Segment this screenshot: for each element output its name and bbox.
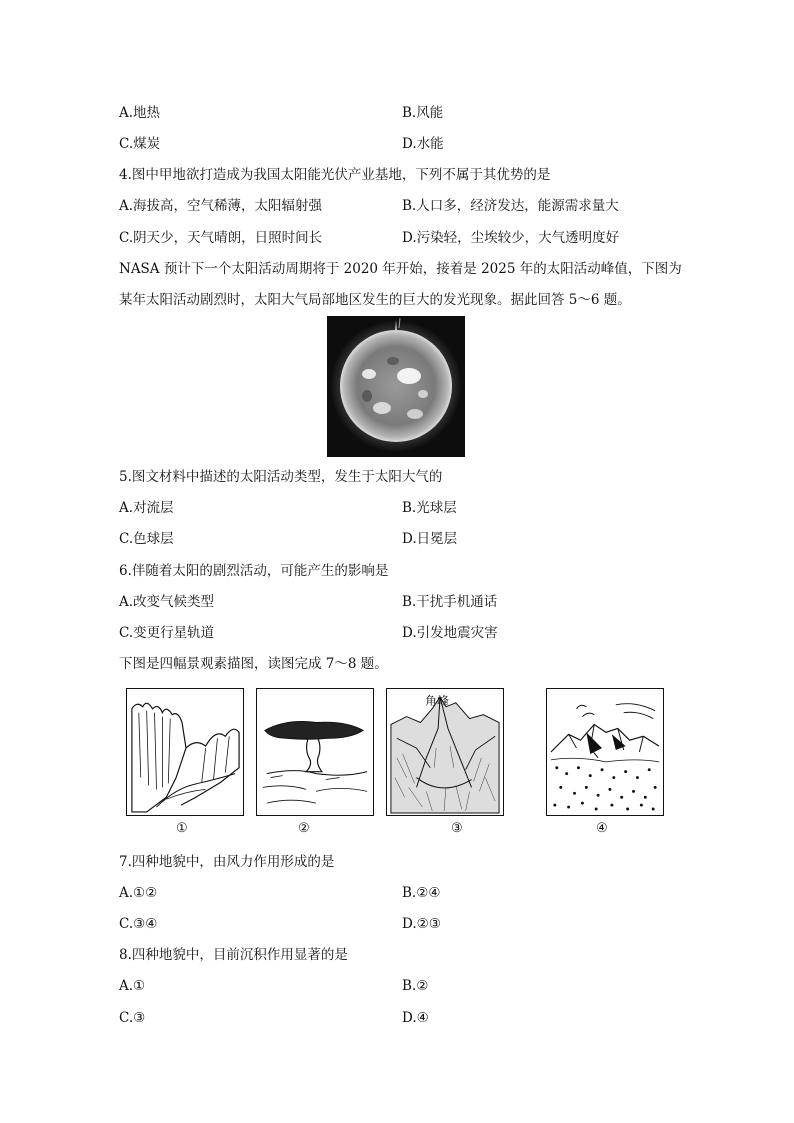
- figure-number-4: ④: [596, 821, 608, 836]
- q6-option-a: A.改变气候类型: [119, 594, 215, 610]
- q4-stem: 4.图中甲地欲打造成为我国太阳能光伏产业基地，下列不属于其优势的是: [119, 167, 551, 183]
- figure-number-1: ①: [176, 821, 188, 836]
- q6-option-c: C.变更行星轨道: [119, 625, 215, 641]
- sketch-panel-4: [546, 688, 664, 816]
- q5-option-c: C.色球层: [119, 531, 174, 547]
- sketch-panel-1: [126, 688, 244, 816]
- q4-option-c: C.阴天少，天气晴朗，日照时间长: [119, 230, 323, 246]
- q6-stem: 6.伴随着太阳的剧烈活动，可能产生的影响是: [119, 563, 389, 579]
- figure-number-3: ③: [451, 821, 463, 836]
- q8-option-a: A.①: [119, 978, 146, 994]
- q3-option-b: B.风能: [402, 105, 444, 121]
- q8-option-b: B.②: [402, 978, 429, 994]
- q5-option-a: A.对流层: [119, 500, 174, 516]
- q3-option-c: C.煤炭: [119, 136, 161, 152]
- q7-stem: 7.四种地貌中，由风力作用形成的是: [119, 854, 335, 870]
- material-5-6-line2: 某年太阳活动剧烈时，太阳大气局部地区发生的巨大的发光现象。据此回答 5～6 题。: [119, 292, 631, 308]
- q7-option-b: B.②④: [402, 885, 441, 901]
- peak-label: 角峰: [425, 694, 450, 708]
- q4-option-b: B.人口多，经济发达，能源需求量大: [402, 198, 619, 214]
- q5-stem: 5.图文材料中描述的太阳活动类型，发生于太阳大气的: [119, 469, 443, 485]
- q8-stem: 8.四种地貌中，目前沉积作用显著的是: [119, 947, 348, 963]
- material-7-8: 下图是四幅景观素描图，读图完成 7～8 题。: [119, 656, 388, 672]
- q5-option-b: B.光球层: [402, 500, 457, 516]
- q8-option-d: D.④: [402, 1010, 429, 1026]
- q4-option-a: A.海拔高，空气稀薄，太阳辐射强: [119, 198, 323, 214]
- q6-option-d: D.引发地震灾害: [402, 625, 498, 641]
- sun-image: [327, 316, 465, 457]
- q7-option-d: D.②③: [402, 916, 441, 932]
- q5-option-d: D.日冕层: [402, 531, 458, 547]
- q8-option-c: C.③: [119, 1010, 146, 1026]
- q7-option-a: A.①②: [119, 885, 158, 901]
- material-5-6-line1: NASA 预计下一个太阳活动周期将于 2020 年开始，接着是 2025 年的太阳活动峰值，下图为: [119, 261, 682, 277]
- q4-option-d: D.污染轻，尘埃较少，大气透明度好: [402, 230, 620, 246]
- q6-option-b: B.干扰手机通话: [402, 594, 498, 610]
- figure-number-2: ②: [298, 821, 310, 836]
- q7-option-c: C.③④: [119, 916, 158, 932]
- sketch-panel-2: [256, 688, 374, 816]
- q3-option-d: D.水能: [402, 136, 444, 152]
- q3-option-a: A.地热: [119, 105, 161, 121]
